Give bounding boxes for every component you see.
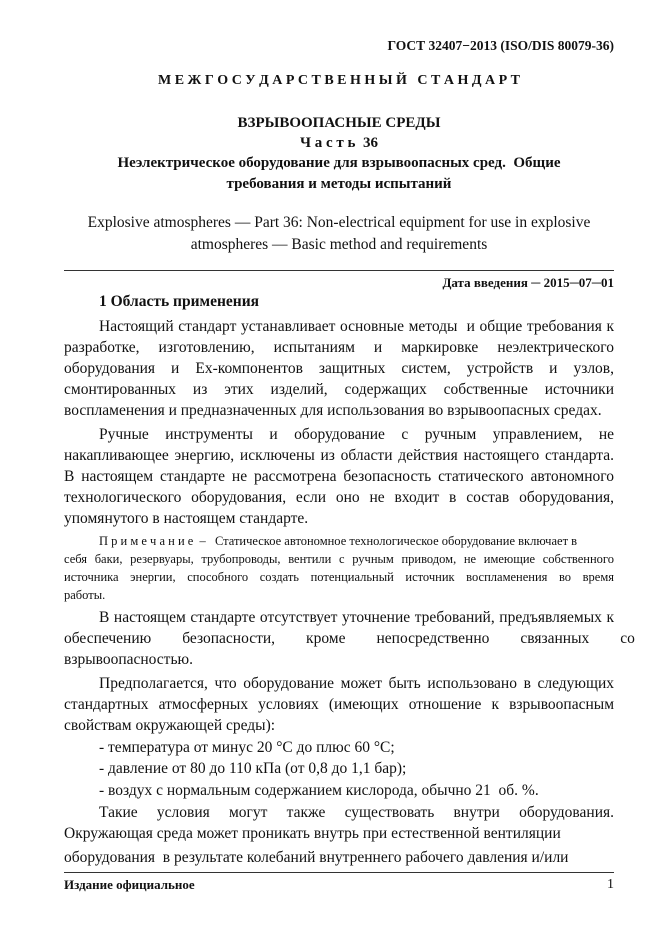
text-line: Окружающая среда может проникать внутрь при естественной вентиляции bbox=[64, 825, 561, 842]
title-en-line-1: Explosive atmospheres — Part 36: Non-electrical equipment for use in explosive bbox=[87, 214, 591, 231]
text-line: Предполагается, что оборудование может быть использовано в следующих bbox=[99, 675, 614, 692]
text-line: разработке, изготовлению, испытаниям и маркировке неэлектрического bbox=[64, 339, 614, 356]
bullet-item: - давление от 80 до 110 кПа (от 0,8 до 1,1 бар); bbox=[99, 760, 407, 777]
page-number: 1 bbox=[607, 877, 614, 892]
note-line: себя баки, резервуары, трубопроводы, вентили с ручным приводом, не имеющие собственного bbox=[64, 552, 614, 566]
section-heading: 1 Область применения bbox=[99, 293, 260, 310]
edition-label: Издание официальное bbox=[64, 877, 195, 892]
title-en-line-2: atmospheres — Basic method and requirements bbox=[190, 236, 488, 253]
interstate-standard-label: М Е Ж Г О С У Д А Р С Т В Е Н Н Ы Й С Т А Н Д А Р Т bbox=[158, 73, 520, 88]
title-ru-line-2: требования и методы испытаний bbox=[226, 176, 452, 192]
title-ru-line-1: Неэлектрическое оборудование для взрывоопасных сред. Общие bbox=[117, 155, 561, 171]
gost-code: ГОСТ 32407−2013 (ISO/DIS 80079-36) bbox=[387, 38, 614, 53]
text-line: Ручные инструменты и оборудование с ручным управлением, не bbox=[99, 426, 614, 443]
text-line: стандартных атмосферных условиях (имеющих отношение к взрывоопасным bbox=[64, 696, 614, 713]
text-line: накапливающее энергию, исключены из области действия настоящего стандарта. bbox=[64, 447, 614, 464]
note-label: П р и м е ч а н и е – bbox=[99, 534, 206, 548]
text-line: Настоящий стандарт устанавливает основные методы и общие требования к bbox=[99, 318, 614, 335]
text-line: В настоящем стандарте не рассмотрена безопасность статического автономного bbox=[64, 468, 614, 485]
text-line: воспламенения и предназначенных для использования во взрывоопасных средах. bbox=[64, 402, 602, 419]
title-main: ВЗРЫВООПАСНЫЕ СРЕДЫ bbox=[237, 115, 441, 131]
text-line: технологического оборудования, если оно не входит в состав оборудования, bbox=[64, 489, 614, 506]
text-line: упомянутого в настоящем стандарте. bbox=[64, 510, 309, 527]
text-line: Такие условия могут также существовать внутри оборудования. bbox=[99, 804, 614, 821]
title-part: Ч а с т ь 36 bbox=[300, 135, 378, 151]
note-line: работы. bbox=[64, 588, 106, 602]
note-line: источника энергии, способного создать потенциальный источник воспламенения во время bbox=[64, 570, 614, 584]
note-text: Статическое автономное технологическое оборудование включает в bbox=[214, 534, 578, 548]
text-line: оборудования и Ex-компонентов защитных систем, устройств и узлов, bbox=[64, 360, 614, 377]
text-line: свойствам окружающей среды): bbox=[64, 717, 276, 734]
bullet-item: - воздух с нормальным содержанием кислорода, обычно 21 об. %. bbox=[99, 782, 539, 799]
text-line: оборудования в результате колебаний внутреннего рабочего давления и/или bbox=[64, 849, 569, 866]
text-line: обеспечению безопасности, кроме непосредственно связанных со bbox=[64, 630, 635, 647]
text-line: взрывоопасностью. bbox=[64, 651, 193, 668]
text-line: смонтированных из этих изделий, содержащих собственные источники bbox=[64, 381, 614, 398]
title-divider bbox=[64, 270, 614, 271]
bullet-item: - температура от минус 20 °C до плюс 60 °C; bbox=[99, 739, 395, 756]
footer-divider bbox=[64, 872, 614, 873]
text-line: В настоящем стандарте отсутствует уточнение требований, предъявляемых к bbox=[99, 609, 614, 626]
note-first-line bbox=[99, 533, 614, 550]
intro-date: Дата введения ─ 2015─07─01 bbox=[442, 275, 614, 290]
